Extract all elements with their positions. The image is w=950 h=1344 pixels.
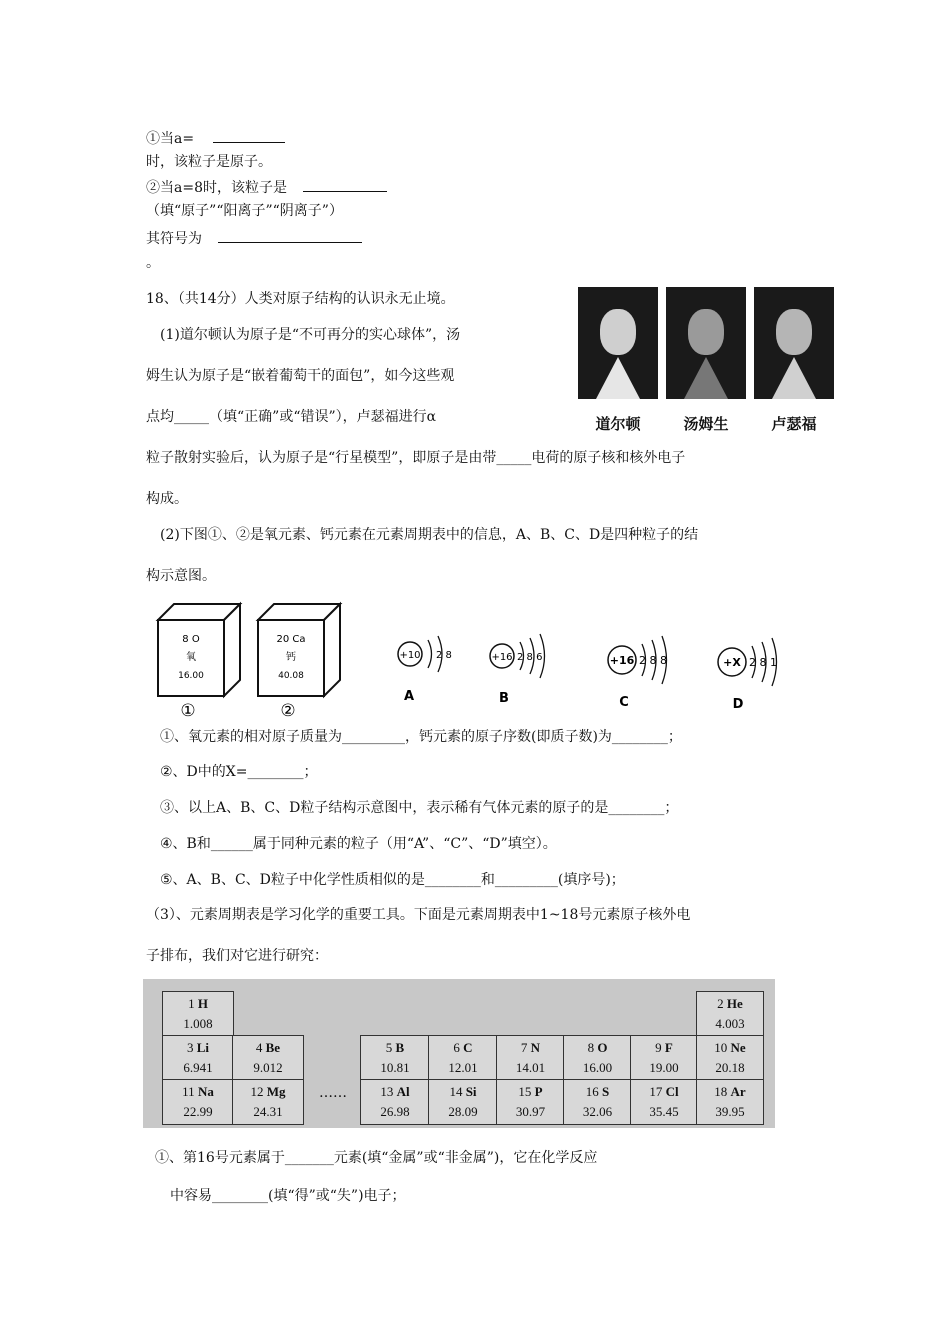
cube2-caption: ②: [280, 701, 296, 720]
text-period: 。: [146, 255, 160, 271]
paragraph-2-line-b: 构示意图。: [146, 568, 216, 584]
element-cube-oxygen: [158, 604, 240, 720]
text-a8: ②当a=8时，该粒子是: [146, 180, 287, 196]
caption-rutherford: 卢瑟福: [771, 415, 817, 433]
periodic-table: [143, 979, 775, 1128]
cube1-caption: ①: [180, 701, 196, 720]
question-line-a: [146, 128, 285, 148]
photo-dalton: [578, 287, 658, 399]
atom-b-label: B: [499, 691, 509, 706]
question-line-ion: [146, 177, 387, 197]
text-a-equals: ①当a=: [146, 131, 195, 147]
atom-d-shells: 2 8 1: [749, 656, 777, 669]
element-cell: 15 P 30.97: [496, 1079, 565, 1125]
paragraph-1-line-a: (1)道尔顿认为原子是“不可再分的实心球体”，汤: [160, 327, 461, 343]
element-cell: 2 He 4.003: [696, 991, 764, 1037]
cube2-name: 钙: [286, 652, 296, 663]
atom-diagram-d: [718, 638, 777, 712]
paragraph-1-line-b: 姆生认为原子是“嵌着葡萄干的面包”，如今这些观: [146, 368, 455, 384]
cube1-mass: 16.00: [178, 671, 204, 681]
element-cell: 16 S 32.06: [563, 1079, 632, 1125]
scientist-photos: [576, 287, 838, 437]
table-question-1-line-b: 中容易________(填“得”或“失”)电子；: [170, 1188, 406, 1204]
element-cell: 11 Na 22.99: [162, 1079, 234, 1125]
structure-figure: [148, 598, 788, 720]
atom-diagram-c: [608, 636, 667, 710]
element-cell: 3 Li 6.941: [162, 1035, 234, 1081]
paragraph-1-line-e: 构成。: [146, 491, 188, 507]
svg-text:20 Ca: [276, 634, 305, 645]
photo-thomson: [666, 287, 746, 399]
svg-text:8 O: [182, 634, 200, 645]
element-cell: 10 Ne 20.18: [696, 1035, 764, 1081]
table-ellipsis: ……: [319, 1085, 347, 1101]
cube2-number: 20: [276, 634, 290, 645]
atom-b-shells: 2 8 6: [517, 652, 543, 663]
atom-b-nucleus: +16: [491, 652, 513, 663]
atom-a-label: A: [403, 689, 415, 704]
atom-c-shells: 2 8 8: [639, 654, 667, 667]
element-cube-calcium: [258, 604, 340, 720]
atom-a-shells: 2 8: [436, 650, 452, 661]
text-symbol: 其符号为: [146, 231, 202, 247]
atom-d-label: D: [732, 697, 744, 712]
atom-a-nucleus: +10: [399, 650, 421, 661]
element-cell: 12 Mg 24.31: [232, 1079, 304, 1125]
cube1-symbol: O: [191, 634, 200, 645]
atom-d-nucleus: +X: [723, 656, 741, 669]
paragraph-3-line-b: 子排布，我们对它进行研究：: [146, 948, 328, 964]
question-line-symbol: [146, 228, 362, 248]
figure-drawing: [148, 598, 788, 720]
element-cell: 9 F 19.00: [630, 1035, 698, 1081]
cube2-symbol: Ca: [292, 634, 306, 645]
element-cell: 5 B 10.81: [360, 1035, 430, 1081]
element-cell: 18 Ar 39.95: [696, 1079, 764, 1125]
element-cell: 6 C 12.01: [428, 1035, 498, 1081]
element-cell: 1 H 1.008: [162, 991, 234, 1037]
paragraph-2-line-a: (2)下图①、②是氧元素、钙元素在元素周期表中的信息，A、B、C、D是四种粒子的结: [160, 527, 699, 543]
text-atom-statement: 时，该粒子是原子。: [146, 154, 272, 170]
element-cell: 8 O 16.00: [563, 1035, 632, 1081]
atom-diagram-b: [490, 634, 545, 706]
table-question-1-line-a: ①、第16号元素属于_______元素(填“金属”或“非金属”)，它在化学反应: [155, 1150, 598, 1166]
element-cell: 7 N 14.01: [496, 1035, 565, 1081]
paragraph-3-line-a: （3）、元素周期表是学习化学的重要工具。下面是元素周期表中1~18号元素原子核外电: [146, 907, 691, 923]
sub-question-5: ⑤、A、B、C、D粒子中化学性质相似的是________和_________(填序号)；: [160, 872, 625, 888]
cube1-name: 氧: [186, 652, 196, 663]
atom-diagram-a: [398, 636, 452, 704]
element-cell: 17 Cl 35.45: [630, 1079, 698, 1125]
element-cell: 14 Si 28.09: [428, 1079, 498, 1125]
answer-blank-a[interactable]: [213, 128, 285, 143]
atom-c-nucleus: +16: [609, 654, 635, 667]
paragraph-1-line-d: 粒子散射实验后，认为原子是“行星模型”，即原子是由带_____电荷的原子核和核外电子: [146, 450, 686, 466]
cube2-mass: 40.08: [278, 671, 304, 681]
cube1-number: 8: [182, 634, 189, 645]
sub-question-2: ②、D中的X=________；: [160, 764, 318, 780]
text-fill-hint: （填“原子”“阳离子”“阴离子”）: [146, 203, 343, 219]
element-cell: 13 Al 26.98: [360, 1079, 430, 1125]
caption-thomson: 汤姆生: [683, 415, 729, 433]
photo-rutherford: [754, 287, 834, 399]
paragraph-1-line-c: 点均_____（填“正确”或“错误”），卢瑟福进行α: [146, 409, 437, 425]
question-18-title: 18、（共14分）人类对原子结构的认识永无止境。: [146, 291, 455, 307]
caption-dalton: 道尔顿: [595, 415, 641, 433]
atom-c-label: C: [619, 695, 629, 710]
answer-blank-symbol[interactable]: [218, 228, 362, 243]
element-cell: 4 Be 9.012: [232, 1035, 304, 1081]
answer-blank-ion[interactable]: [303, 177, 387, 192]
sub-question-4: ④、B和______属于同种元素的粒子（用“A”、“C”、“D”填空）。: [160, 836, 557, 852]
sub-question-3: ③、以上A、B、C、D粒子结构示意图中，表示稀有气体元素的原子的是________；: [160, 800, 679, 816]
sub-question-1: ①、氧元素的相对原子质量为_________，钙元素的原子序数(即质子数)为________；: [160, 729, 682, 745]
